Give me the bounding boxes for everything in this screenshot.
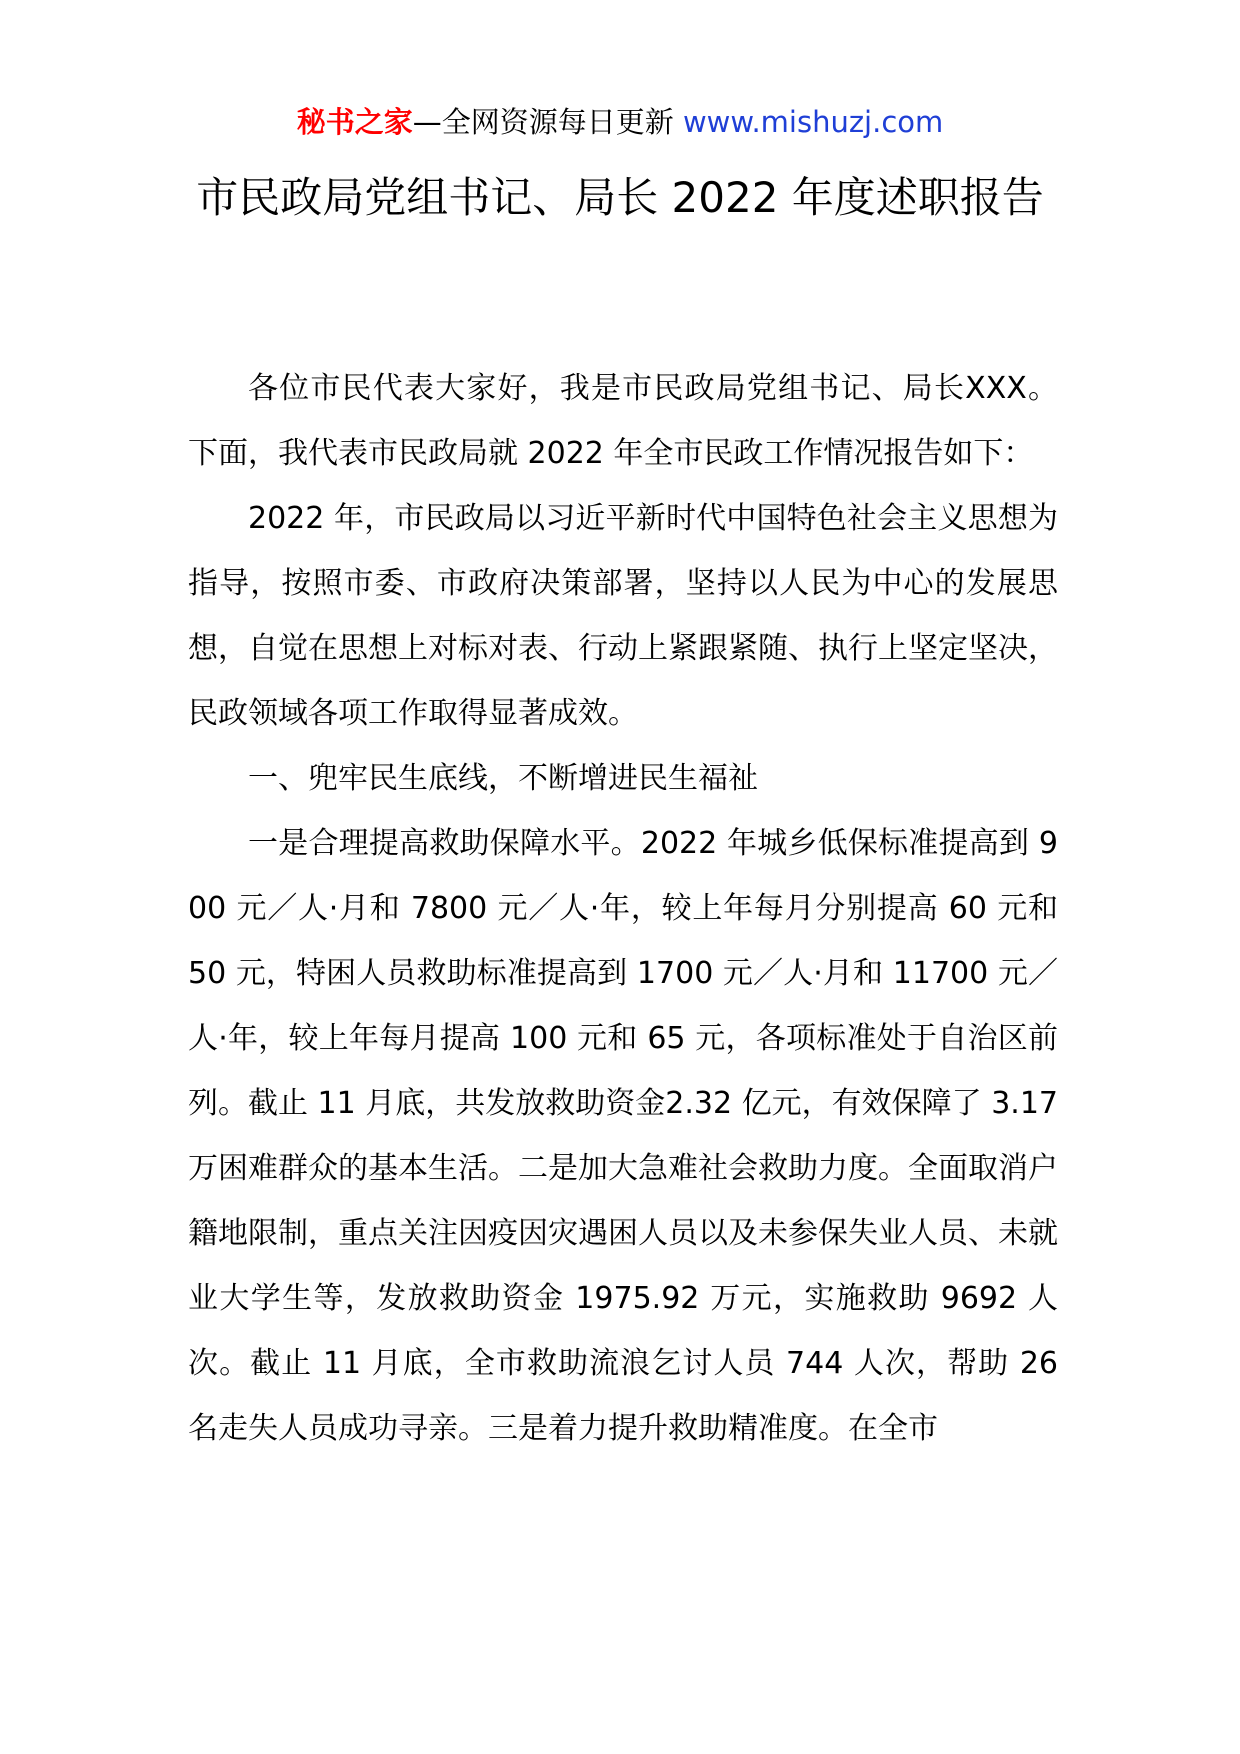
brand-name: 秘书之家 bbox=[296, 105, 413, 139]
header-tagline: —全网资源每日更新 bbox=[412, 105, 683, 139]
document-body bbox=[188, 356, 1058, 1461]
site-url-link[interactable]: www.mishuzj.com bbox=[682, 105, 944, 139]
site-header bbox=[0, 102, 1240, 142]
paragraph: 2022 年，市民政局以习近平新时代中国特色社会主义思想为指导，按照市委、市政府决策部署，坚持以人民为中心的发展思想，自觉在思想上对标对表、行动上紧跟紧随、执行上坚定坚决，民政领域各项工作取得显著成效。 bbox=[188, 501, 1058, 731]
paragraph: 各位市民代表大家好，我是市民政局党组书记、局长XXX。下面，我代表市民政局就 2022 年全市民政工作情况报告如下： bbox=[188, 371, 1058, 471]
document-title: 市民政局党组书记、局长 2022 年度述职报告 bbox=[196, 173, 1044, 222]
section-heading: 一、兜牢民生底线，不断增进民生福祉 bbox=[248, 761, 758, 796]
paragraph: 一是合理提高救助保障水平。2022 年城乡低保标准提高到 900 元／人·月和 7800 元／人·年，较上年每月分别提高 60 元和 50 元，特困人员救助标准提高到 1700 元／人·月和 11700 元／人·年，较上年每月提高 100 元和 65 元，各项标准处于自治区前列。截止 11 月底，共发放救助资金2.32 亿元，有效保障了 3.17 万困难群众的基本生活。二是加大急难社会救助力度。全面取消户籍地限制，重点关注因疫因灾遇困人员以及未参保失业人员、未就业大学生等，发放救助资金 1975.92 万元，实施救助 9692 人次。截止 11 月底，全市救助流浪乞讨人员 744 人次，帮助 26 名走失人员成功寻亲。三是着力提升救助精准度。在全市 bbox=[188, 826, 1058, 1446]
